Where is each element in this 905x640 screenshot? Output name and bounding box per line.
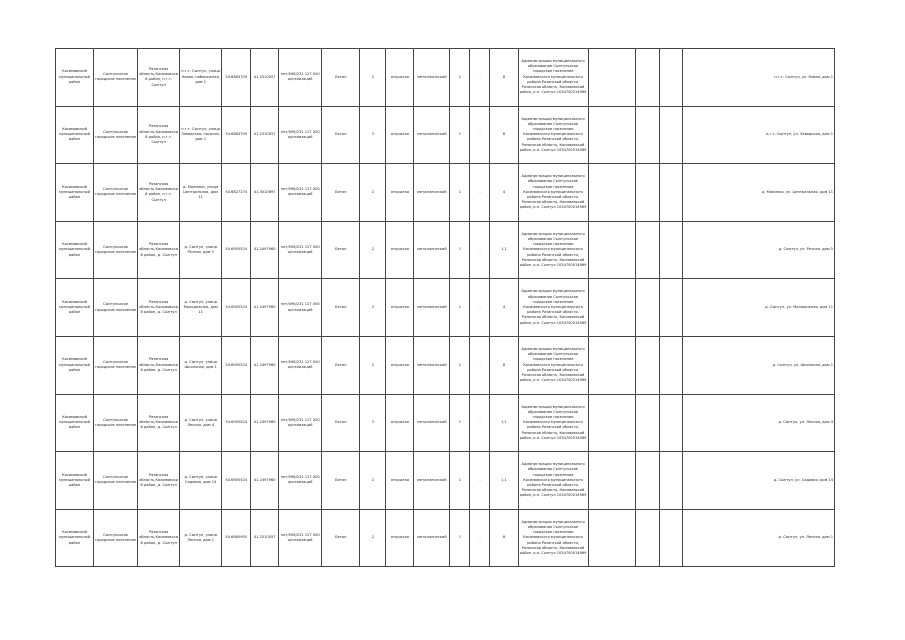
table-cell: Касимовский муниципальный район xyxy=(56,509,94,567)
table-cell: д. Сынтул, улица Лесная, дом 4 xyxy=(180,394,222,452)
table-row xyxy=(56,221,835,279)
table-cell: 2 xyxy=(360,452,386,510)
table-cell: Бетон xyxy=(322,452,360,510)
table-cell: - xyxy=(470,49,490,107)
table-cell: Бетон xyxy=(322,394,360,452)
table-cell: металлический xyxy=(414,221,450,279)
table-cell: д. Сынтул, ул. Речная, дом 5 xyxy=(682,221,834,279)
table-cell xyxy=(659,336,682,394)
table-cell: п.г.т. Сынтул, улица Заводская, поселок, дом 1 xyxy=(180,106,222,164)
table-cell: 1 xyxy=(450,452,470,510)
table-cell xyxy=(659,106,682,164)
table-cell: Бетон xyxy=(322,106,360,164)
table-row xyxy=(56,452,835,510)
table-cell: открытая xyxy=(386,452,414,510)
table-cell: нет/096/231 127 000 организаций xyxy=(279,164,322,222)
table-cell: д. Малинки, улица Центральная, дом 11 xyxy=(180,164,222,222)
table-cell: металлический xyxy=(414,49,450,107)
table-cell: открытая xyxy=(386,164,414,222)
table-cell: 1,1 xyxy=(490,394,518,452)
table-cell xyxy=(635,106,659,164)
table-cell: 41.2497960 xyxy=(251,452,279,510)
table-cell: 1,1 xyxy=(490,452,518,510)
table-cell: Сынтульское городское поселение xyxy=(94,106,138,164)
table-cell: 2 xyxy=(360,279,386,337)
table-cell: открытая xyxy=(386,106,414,164)
table-cell: открытая xyxy=(386,221,414,279)
table-cell: Администрация муниципального образования Сынтульское городское поселение Касимовского муниципального района Рязанской области, Рязанская область, Касимовский район, р.п. Сынтул 1034700014969 xyxy=(518,221,588,279)
table-cell: д. Сынтул, улица Речная, дом 5 xyxy=(180,221,222,279)
table-cell: Рязанская область,Касимовский район, д. Сынтул xyxy=(138,336,180,394)
table-cell: 54.6905524 xyxy=(222,221,251,279)
table-cell xyxy=(588,164,635,222)
table-cell: Касимовский муниципальный район xyxy=(56,164,94,222)
table-cell xyxy=(588,336,635,394)
table-cell: Администрация муниципального образования Сынтульское городское поселение Касимовского муниципального района Рязанской области, Рязанская область, Касимовский район, р.п. Сынтул 1034700014969 xyxy=(518,164,588,222)
table-cell: Рязанская область,Касимовский район, п.г.т. Сынтул xyxy=(138,106,180,164)
table-cell: 41.2497960 xyxy=(251,279,279,337)
table-cell: 8 xyxy=(490,106,518,164)
table-cell xyxy=(635,452,659,510)
table-cell: Касимовский муниципальный район xyxy=(56,49,94,107)
table-cell: 54.6905524 xyxy=(222,394,251,452)
table-cell: металлический xyxy=(414,164,450,222)
table-cell xyxy=(588,221,635,279)
table-body xyxy=(56,49,835,567)
table-cell: Сынтульское городское поселение xyxy=(94,509,138,567)
table-cell xyxy=(635,164,659,222)
table-cell: 8 xyxy=(490,336,518,394)
table-cell: нет/096/231 127 000 организаций xyxy=(279,106,322,164)
table-cell xyxy=(588,49,635,107)
table-cell: Рязанская область,Касимовский район, д. Сынтул xyxy=(138,221,180,279)
table-cell: 41.2510057 xyxy=(251,106,279,164)
table-row xyxy=(56,394,835,452)
table-cell: 1 xyxy=(450,164,470,222)
table-cell: Сынтульское городское поселение xyxy=(94,394,138,452)
table-cell: 1 xyxy=(450,279,470,337)
table-cell: - xyxy=(470,106,490,164)
table-cell: нет/096/231 127 000 организаций xyxy=(279,509,322,567)
table-cell: д. Сынтул, ул. Молодежная, дом 11 xyxy=(682,279,834,337)
table-cell: 8 xyxy=(490,49,518,107)
table-cell xyxy=(635,394,659,452)
table-cell: - xyxy=(470,336,490,394)
table-cell: п.г.т. Сынтул, ул. Заводская, дом 1 xyxy=(682,106,834,164)
table-cell: 2 xyxy=(360,49,386,107)
table-cell xyxy=(659,221,682,279)
table-cell: - xyxy=(470,509,490,567)
table-cell: Сынтульское городское поселение xyxy=(94,49,138,107)
table-cell xyxy=(635,336,659,394)
table-cell: Сынтульское городское поселение xyxy=(94,279,138,337)
table-row xyxy=(56,49,835,107)
table-cell: Рязанская область,Касимовский район, п.г.т. Сынтул xyxy=(138,49,180,107)
table-cell xyxy=(635,279,659,337)
table-cell: Администрация муниципального образования Сынтульское городское поселение Касимовского муниципального района Рязанской области, Рязанская область, Касимовский район, р.п. Сынтул 1034700014969 xyxy=(518,394,588,452)
table-cell: Рязанская область,Касимовский район, д. Сынтул xyxy=(138,452,180,510)
table-cell: Администрация муниципального образования Сынтульское городское поселение Касимовского муниципального района Рязанской области, Рязанская область, Касимовский район, р.п. Сынтул 1034700014969 xyxy=(518,279,588,337)
table-cell: Рязанская область,Касимовский район, д. Сынтул xyxy=(138,279,180,337)
table-cell: Администрация муниципального образования Сынтульское городское поселение Касимовского муниципального района Рязанской области, Рязанская область, Касимовский район, р.п. Сынтул 1034700014969 xyxy=(518,336,588,394)
table-cell: Касимовский муниципальный район xyxy=(56,452,94,510)
table-cell xyxy=(588,279,635,337)
table-cell: Администрация муниципального образования Сынтульское городское поселение Касимовского муниципального района Рязанской области, Рязанская область, Касимовский район, р.п. Сынтул 1034700014969 xyxy=(518,49,588,107)
table-cell: нет/096/231 127 000 организаций xyxy=(279,452,322,510)
table-cell: 2 xyxy=(360,164,386,222)
table-cell: 41.2510057 xyxy=(251,509,279,567)
table-cell: Касимовский муниципальный район xyxy=(56,221,94,279)
table-cell: Бетон xyxy=(322,509,360,567)
table-cell xyxy=(659,279,682,337)
table-cell: 54.6905524 xyxy=(222,336,251,394)
table-cell: д. Сынтул, улица Школьная, дом 1 xyxy=(180,336,222,394)
table-cell: Бетон xyxy=(322,221,360,279)
table-cell: нет/096/231 127 000 организаций xyxy=(279,221,322,279)
table-cell: д. Сынтул, ул. Школьная, дом 1 xyxy=(682,336,834,394)
table-cell: открытая xyxy=(386,509,414,567)
table-cell: металлический xyxy=(414,279,450,337)
table-cell: Касимовский муниципальный район xyxy=(56,336,94,394)
table-cell: Администрация муниципального образования Сынтульское городское поселение Касимовского муниципального района Рязанской области, Рязанская область, Касимовский район, р.п. Сынтул 1034700014969 xyxy=(518,509,588,567)
table-cell: 54.6827274 xyxy=(222,164,251,222)
table-cell: 2 xyxy=(360,394,386,452)
table-cell: 41.2497960 xyxy=(251,336,279,394)
table-cell: - xyxy=(470,279,490,337)
table-cell xyxy=(588,452,635,510)
table-cell: п.г.т. Сынтул, ул. Новая, дом 1 xyxy=(682,49,834,107)
table-cell xyxy=(635,221,659,279)
table-cell: - xyxy=(470,394,490,452)
table-cell: - xyxy=(470,452,490,510)
register-table xyxy=(55,48,835,567)
table-cell: Бетон xyxy=(322,164,360,222)
table-cell xyxy=(588,106,635,164)
table-cell: 1 xyxy=(450,336,470,394)
table-cell: металлический xyxy=(414,394,450,452)
table-cell: 8 xyxy=(490,509,518,567)
table-cell xyxy=(659,394,682,452)
table-cell: 54.6863709 xyxy=(222,106,251,164)
table-cell: нет/096/231 127 000 организаций xyxy=(279,394,322,452)
table-cell: д. Сынтул, ул. Садовая, дом 14 xyxy=(682,452,834,510)
table-cell: 2 xyxy=(360,106,386,164)
table-cell xyxy=(588,509,635,567)
table-cell: 2 xyxy=(360,509,386,567)
table-cell: 41.2497960 xyxy=(251,221,279,279)
table-cell: Сынтульское городское поселение xyxy=(94,452,138,510)
table-cell xyxy=(659,509,682,567)
table-cell: д. Сынтул, улица Лесная, дом 1 xyxy=(180,509,222,567)
table-cell: нет/096/231 127 000 организаций xyxy=(279,279,322,337)
table-cell: д. Сынтул, улица Садовая, дом 14 xyxy=(180,452,222,510)
table-cell: Касимовский муниципальный район xyxy=(56,394,94,452)
table-cell xyxy=(659,49,682,107)
table-cell: д. Сынтул, ул. Лесная, дом 4 xyxy=(682,394,834,452)
table-cell: Рязанская область,Касимовский район, п.г.т. Сынтул xyxy=(138,164,180,222)
table-cell xyxy=(659,452,682,510)
table-cell: 1 xyxy=(450,49,470,107)
table-cell: открытая xyxy=(386,336,414,394)
table-cell: Касимовский муниципальный район xyxy=(56,279,94,337)
table-cell: металлический xyxy=(414,509,450,567)
table-cell xyxy=(659,164,682,222)
table-cell: 1 xyxy=(450,221,470,279)
table-cell: Рязанская область,Касимовский район, д. Сынтул xyxy=(138,394,180,452)
table-cell: открытая xyxy=(386,279,414,337)
table-cell: - xyxy=(470,221,490,279)
table-cell: 1 xyxy=(450,394,470,452)
table-cell: 54.6865955 xyxy=(222,509,251,567)
table-cell: нет/096/231 127 000 организаций xyxy=(279,49,322,107)
table-cell: Администрация муниципального образования Сынтульское городское поселение Касимовского муниципального района Рязанской области, Рязанская область, Касимовский район, р.п. Сынтул 1034700014969 xyxy=(518,452,588,510)
table-row xyxy=(56,336,835,394)
table-row xyxy=(56,164,835,222)
table-cell: Касимовский муниципальный район xyxy=(56,106,94,164)
table-cell: открытая xyxy=(386,49,414,107)
table-cell: 1 xyxy=(450,509,470,567)
table-cell: металлический xyxy=(414,452,450,510)
table-cell: Бетон xyxy=(322,336,360,394)
table-cell: - xyxy=(470,164,490,222)
table-cell xyxy=(588,394,635,452)
table-cell: открытая xyxy=(386,394,414,452)
table-cell: металлический xyxy=(414,336,450,394)
table-row xyxy=(56,279,835,337)
table-cell: металлический xyxy=(414,106,450,164)
table-cell: Сынтульское городское поселение xyxy=(94,336,138,394)
table-cell: 1 xyxy=(450,106,470,164)
table-cell: 4 xyxy=(490,164,518,222)
register-table-container xyxy=(55,48,835,567)
table-cell: 4 xyxy=(490,279,518,337)
table-cell xyxy=(635,509,659,567)
table-cell: д. Сынтул, ул. Лесная, дом 1 xyxy=(682,509,834,567)
table-cell: Рязанская область,Касимовский район, д. Сынтул xyxy=(138,509,180,567)
table-cell: Бетон xyxy=(322,279,360,337)
table-cell: 41.2510057 xyxy=(251,49,279,107)
table-cell: нет/096/231 127 000 организаций xyxy=(279,336,322,394)
table-cell: Сынтульское городское поселение xyxy=(94,164,138,222)
table-cell: Сынтульское городское поселение xyxy=(94,221,138,279)
table-cell: 54.6905524 xyxy=(222,452,251,510)
table-cell: 41.2497960 xyxy=(251,394,279,452)
table-cell: 2 xyxy=(360,221,386,279)
table-cell: д. Малинки, ул. Центральная, дом 11 xyxy=(682,164,834,222)
table-cell: п.г.т. Сынтул, улица Новая, набережная, дом 1 xyxy=(180,49,222,107)
table-cell: 54.6905524 xyxy=(222,279,251,337)
table-cell: 54.6863709 xyxy=(222,49,251,107)
table-cell: 2 xyxy=(360,336,386,394)
table-row xyxy=(56,106,835,164)
table-cell: Администрация муниципального образования Сынтульское городское поселение Касимовского муниципального района Рязанской области, Рязанская область, Касимовский район, р.п. Сынтул 1034700014969 xyxy=(518,106,588,164)
table-cell: 41.3010897 xyxy=(251,164,279,222)
table-cell xyxy=(635,49,659,107)
table-cell: д. Сынтул, улица Молодежная, дом 11 xyxy=(180,279,222,337)
table-cell: 1,1 xyxy=(490,221,518,279)
table-cell: Бетон xyxy=(322,49,360,107)
table-row xyxy=(56,509,835,567)
